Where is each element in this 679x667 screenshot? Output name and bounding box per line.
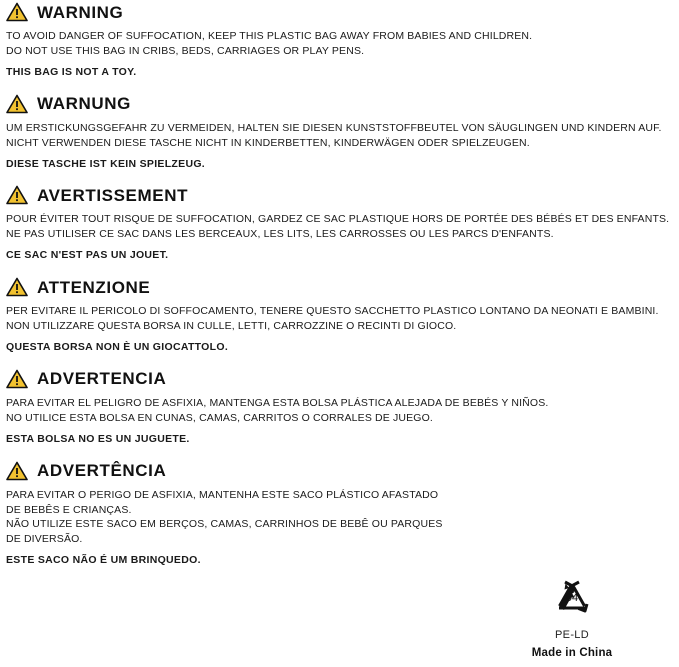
warning-emphasis: THIS BAG IS NOT A TOY. xyxy=(6,65,137,78)
warning-emphasis: ESTA BOLSA NO ES UN JUGUETE. xyxy=(6,432,190,445)
warning-block-es xyxy=(0,369,679,447)
warning-line: NON UTILIZZARE QUESTA BORSA IN CULLE, LETTI, CARROZZINE O RECINTI DI GIOCO. xyxy=(6,320,457,333)
heading-row-it xyxy=(6,277,673,297)
heading-fr: AVERTISSEMENT xyxy=(37,185,189,205)
made-in-label: Made in China xyxy=(531,647,613,659)
warning-line: NO UTILICE ESTA BOLSA EN CUNAS, CAMAS, CARRITOS O CORRALES DE JUEGO. xyxy=(6,411,433,424)
warning-block-en xyxy=(0,2,679,80)
warning-triangle-icon xyxy=(6,185,28,205)
warning-line: UM ERSTICKUNGSGEFAHR ZU VERMEIDEN, HALTEN SIE DIESEN KUNSTSTOFFBEUTEL VON SÄUGLINGEN UND KINDERN AUF. xyxy=(6,121,662,134)
warning-block-fr xyxy=(0,185,679,263)
warning-label-page xyxy=(0,2,679,667)
warning-line: NÃO UTILIZE ESTE SACO EM BERÇOS, CAMAS, CARRINHOS DE BEBÊ OU PARQUES xyxy=(6,518,443,531)
warning-line: TO AVOID DANGER OF SUFFOCATION, KEEP THIS PLASTIC BAG AWAY FROM BABIES AND CHILDREN. xyxy=(6,30,533,42)
heading-row-es xyxy=(6,369,673,389)
heading-row-fr xyxy=(6,185,673,205)
warning-line: DE BEBÊS E CRIANÇAS. xyxy=(6,503,132,516)
warning-line: PER EVITARE IL PERICOLO DI SOFFOCAMENTO, TENERE QUESTO SACCHETTO PLASTICO LONTANO DA NEONATI E BAMBINI. xyxy=(6,305,659,318)
warning-line: POUR ÉVITER TOUT RISQUE DE SUFFOCATION, GARDEZ CE SAC PLASTIQUE HORS DE PORTÉE DES BÉBÉS ET DES ENFANTS. xyxy=(6,213,670,226)
heading-de: WARNUNG xyxy=(37,94,131,114)
warning-block-it xyxy=(0,277,679,355)
warning-line: DO NOT USE THIS BAG IN CRIBS, BEDS, CARRIAGES OR PLAY PENS. xyxy=(6,44,365,57)
warning-line: DE DIVERSÃO. xyxy=(6,533,83,546)
recycling-triangle-icon xyxy=(529,555,615,627)
warning-line: NICHT VERWENDEN DIESE TASCHE NICHT IN KINDERBETTEN, KINDERWÄGEN ODER SPIELZEUGEN. xyxy=(6,136,530,149)
warning-triangle-icon xyxy=(6,461,28,481)
warning-emphasis: DIESE TASCHE IST KEIN SPIELZEUG. xyxy=(6,157,206,170)
heading-en: WARNING xyxy=(37,2,124,22)
warning-line: NE PAS UTILISER CE SAC DANS LES BERCEAUX, LES LITS, LES CARROSSES OU LES PARCS D'ENFANTS. xyxy=(6,228,554,241)
heading-es: ADVERTENCIA xyxy=(37,369,167,389)
warning-block-de xyxy=(0,94,679,172)
warning-triangle-icon xyxy=(6,2,28,22)
heading-row-en xyxy=(6,2,673,22)
warning-line: PARA EVITAR EL PELIGRO DE ASFIXIA, MANTENGA ESTA BOLSA PLÁSTICA ALEJADA DE BEBÉS Y NIÑOS. xyxy=(6,396,549,409)
recycling-mark xyxy=(497,555,647,659)
recycling-material-label: PE-LD xyxy=(555,629,589,641)
warning-emphasis: QUESTA BORSA NON È UN GIOCATTOLO. xyxy=(6,340,229,353)
heading-pt: ADVERTÊNCIA xyxy=(37,461,167,481)
recycling-code: 04 xyxy=(565,592,579,604)
warning-triangle-icon xyxy=(6,277,28,297)
warning-emphasis: ESTE SACO NÃO É UM BRINQUEDO. xyxy=(6,554,201,567)
heading-row-pt xyxy=(6,461,673,481)
warning-block-pt xyxy=(0,461,679,569)
warning-line: PARA EVITAR O PERIGO DE ASFIXIA, MANTENHA ESTE SACO PLÁSTICO AFASTADO xyxy=(6,488,439,501)
warning-triangle-icon xyxy=(6,369,28,389)
heading-row-de xyxy=(6,94,673,114)
warning-emphasis: CE SAC N'EST PAS UN JOUET. xyxy=(6,249,169,262)
heading-it: ATTENZIONE xyxy=(37,277,151,297)
warning-triangle-icon xyxy=(6,94,28,114)
